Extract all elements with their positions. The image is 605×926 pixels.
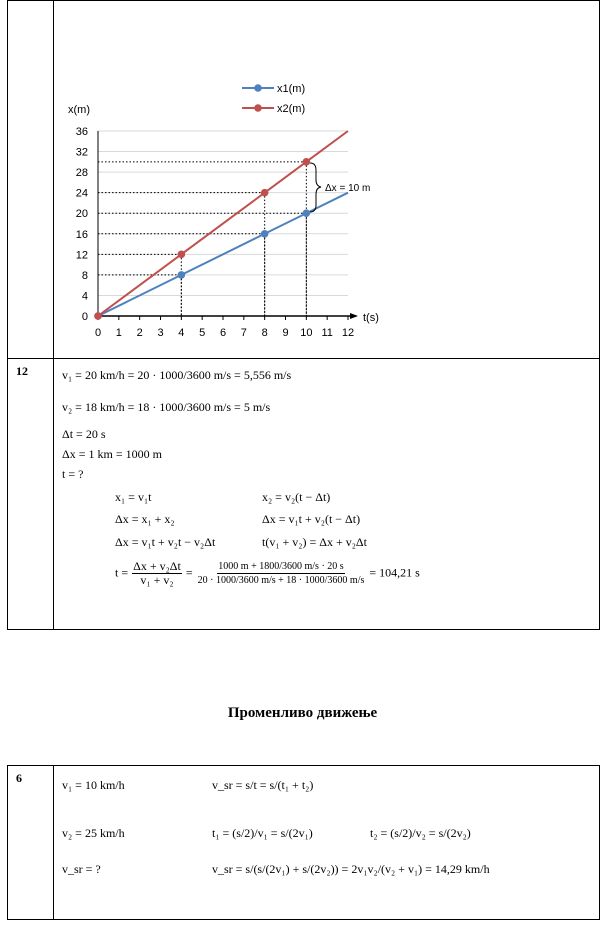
p12-eq-b3: t(v₁ + v₂) = Δx + v₂Δt <box>262 535 367 549</box>
p6-given-v2: v₂ = 25 km/h <box>62 826 125 840</box>
legend-label-2: x2(m) <box>277 103 306 115</box>
p6-eq-vsr-def: v_sr = s/t = s/(t₁ + t₂) <box>212 778 314 792</box>
table-bottom-column-divider <box>53 766 54 919</box>
x-tick-label: 11 <box>321 327 333 339</box>
x-tick-label: 5 <box>199 327 206 339</box>
y-axis-label: x(m) <box>68 104 90 116</box>
y-tick-label: 0 <box>81 311 88 323</box>
x-tick-label: 6 <box>219 327 227 339</box>
legend-marker-2 <box>254 104 262 112</box>
p12-final-frac-2: $\frac{1000 m + 1800/3600 m/s \cdot 20 s}{20 \cdot 1000/3600 m/s + 18 \cdot 1000/3600 m/s}$ <box>197 561 365 586</box>
chart-legend <box>242 83 305 115</box>
position-time-chart <box>0 0 605 360</box>
p12-line-v1: v₁ = 20 km/h = 20 · 1000/3600 m/s = 5,556 m/s <box>62 368 292 382</box>
series-1-point <box>303 209 311 217</box>
y-tick-label: 12 <box>75 249 88 262</box>
x-tick-label: 12 <box>341 327 355 339</box>
p12-line-dt: Δt = 20 s <box>62 427 106 441</box>
x-axis-arrow <box>350 313 358 319</box>
y-tick-label: 28 <box>75 167 88 180</box>
x-tick-label: 2 <box>136 327 143 339</box>
y-tick-label: 8 <box>81 269 88 282</box>
p12-final-frac-1: $\frac{\text{Δx + v₂Δt}}{\text{v₁ + v₂}}$ <box>133 559 181 587</box>
p6-eq-t2: t₂ = (s/2)/v₂ = s/(2v₂) <box>370 826 471 840</box>
chart-axes <box>98 131 358 319</box>
y-tick-label: 4 <box>81 290 88 303</box>
series-2-point <box>178 251 186 259</box>
y-tick-label: 24 <box>75 187 88 200</box>
y-gridlines <box>98 131 348 295</box>
x-tick-label: 8 <box>261 327 268 339</box>
p6-eq-t1: t₁ = (s/2)/v₁ = s/(2v₁) <box>212 826 313 840</box>
series-2-point <box>261 189 269 197</box>
p12-line-dx: Δx = 1 km = 1000 m <box>62 447 162 461</box>
x-tick-label: 1 <box>115 327 122 339</box>
x-tick-label: 4 <box>178 327 185 339</box>
x-axis-label: t(s) <box>363 312 379 324</box>
series-1-point <box>178 271 186 279</box>
y-tick-label: 16 <box>75 228 88 241</box>
series-2-point <box>303 158 311 166</box>
p6-given-unknown: v_sr = ? <box>62 862 101 876</box>
x-tick-label: 7 <box>240 327 247 339</box>
series-1-point <box>261 230 269 238</box>
p12-eq-a3: Δx = v₁t + v₂t − v₂Δt <box>115 535 216 549</box>
section-title: Променливо движење <box>227 705 378 721</box>
p12-eq-b2: Δx = v₁t + v₂(t − Δt) <box>262 512 361 526</box>
delta-x-brace <box>310 163 321 212</box>
y-tick-label: 32 <box>75 146 88 159</box>
p12-eq-a2: Δx = x₁ + x₂ <box>115 512 175 526</box>
chart-series <box>94 131 348 320</box>
problem-6-number: 6 <box>16 771 22 785</box>
y-tick-label: 36 <box>75 126 88 138</box>
x-tick-label: 9 <box>282 327 289 339</box>
x-tick-labels <box>95 316 354 339</box>
p12-line-v2: v₂ = 18 km/h = 18 · 1000/3600 m/s = 5 m/s <box>62 400 271 414</box>
legend-label-1: x1(m) <box>277 83 306 95</box>
p6-eq-vsr-result: v_sr = s/(s/(2v₁) + s/(2v₂)) = 2v₁v₂/(v₂ + v₁) = 14,29 km/h <box>212 862 490 876</box>
x-tick-label: 3 <box>157 327 164 339</box>
p12-eq-b1: x₂ = v₂(t − Δt) <box>262 490 331 504</box>
legend-marker-1 <box>254 84 262 92</box>
x-tick-label: 10 <box>300 327 313 339</box>
p12-final-equation: t = $\frac{\text{Δx + v₂Δt}}{\text{v₁ + v₂}}$ = $\frac{1000 m + 1800/3600 m/s \cdot 20 s}{20 \cdot 1000/3600 m/s + 18 \cdot 1000/3600 m/s}$ = 104,21 s <box>115 559 420 587</box>
x-tick-label: 0 <box>94 327 102 339</box>
p12-eq-a1: x₁ = v₁t <box>115 490 152 504</box>
p6-given-v1: v₁ = 10 km/h <box>62 778 125 792</box>
y-tick-label: 20 <box>75 208 88 221</box>
delta-x-annotation: Δx = 10 m <box>325 183 371 194</box>
series-line-2 <box>98 131 348 316</box>
series-2-point <box>94 312 102 320</box>
y-tick-labels <box>76 126 88 323</box>
problem-12-number: 12 <box>16 364 28 378</box>
p12-line-unknown: t = ? <box>62 467 84 481</box>
